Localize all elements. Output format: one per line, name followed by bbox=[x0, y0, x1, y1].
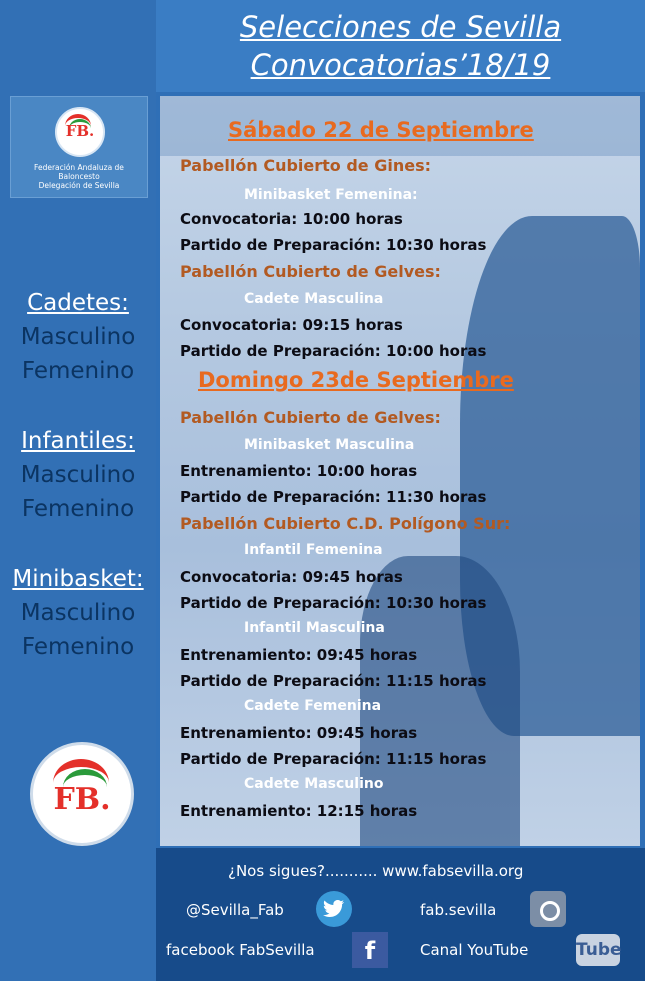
category-item: Femenino bbox=[21, 358, 135, 384]
schedule-line: Partido de Preparación: 10:30 horas bbox=[180, 236, 487, 254]
category-infantiles bbox=[0, 424, 156, 526]
page-title: Selecciones de Sevilla bbox=[239, 10, 562, 44]
category-cadetes bbox=[0, 286, 156, 388]
venue-name: Pabellón Cubierto C.D. Polígono Sur: bbox=[180, 514, 511, 533]
schedule-line: Entrenamiento: 09:45 horas bbox=[180, 724, 418, 742]
category-item: Masculino bbox=[20, 600, 136, 626]
team-name: Cadete Masculino bbox=[244, 776, 384, 792]
sidebar bbox=[0, 0, 156, 981]
category-item: Femenino bbox=[21, 496, 135, 522]
schedule-line: Partido de Preparación: 11:30 horas bbox=[180, 488, 487, 506]
page-subtitle: Convocatorias’18/19 bbox=[250, 48, 551, 82]
category-heading: Cadetes: bbox=[27, 290, 129, 316]
schedule-line: Convocatoria: 09:45 horas bbox=[180, 568, 403, 586]
federation-logo bbox=[10, 96, 148, 198]
category-heading: Infantiles: bbox=[21, 428, 135, 454]
schedule-line: Entrenamiento: 10:00 horas bbox=[180, 462, 418, 480]
logo-caption: Federación Andaluza de Baloncesto Delegación de Sevilla bbox=[34, 163, 124, 190]
team-name: Minibasket Masculina bbox=[244, 437, 415, 453]
category-heading: Minibasket: bbox=[12, 566, 144, 592]
facebook-icon[interactable]: f bbox=[352, 932, 388, 968]
instagram-icon[interactable] bbox=[530, 891, 566, 927]
category-item: Femenino bbox=[21, 634, 135, 660]
category-item: Masculino bbox=[20, 324, 136, 350]
fab-logo-icon: FB. bbox=[55, 107, 105, 157]
schedule-line: Partido de Preparación: 11:15 horas bbox=[180, 750, 487, 768]
category-minibasket bbox=[0, 562, 156, 664]
schedule-line: Partido de Preparación: 10:30 horas bbox=[180, 594, 487, 612]
schedule-line: Entrenamiento: 09:45 horas bbox=[180, 646, 418, 664]
title-bar bbox=[156, 0, 645, 92]
venue-name: Pabellón Cubierto de Gelves: bbox=[180, 262, 441, 281]
schedule-line: Partido de Preparación: 10:00 horas bbox=[180, 342, 487, 360]
schedule-panel bbox=[160, 96, 640, 846]
twitter-handle[interactable]: @Sevilla_Fab bbox=[186, 901, 284, 919]
schedule-line: Convocatoria: 09:15 horas bbox=[180, 316, 403, 334]
venue-name: Pabellón Cubierto de Gelves: bbox=[180, 408, 441, 427]
schedule-line: Entrenamiento: 12:15 horas bbox=[180, 802, 418, 820]
category-item: Masculino bbox=[20, 462, 136, 488]
date-heading: Domingo 23de Septiembre bbox=[198, 368, 514, 392]
fab-logo-large-icon: FB. bbox=[30, 742, 134, 846]
team-name: Cadete Masculina bbox=[244, 291, 384, 307]
schedule-line: Convocatoria: 10:00 horas bbox=[180, 210, 403, 228]
venue-name: Pabellón Cubierto de Gines: bbox=[180, 156, 431, 175]
date-heading: Sábado 22 de Septiembre bbox=[228, 118, 534, 142]
social-footer bbox=[156, 848, 645, 981]
instagram-handle[interactable]: fab.sevilla bbox=[420, 901, 497, 919]
twitter-icon[interactable] bbox=[316, 891, 352, 927]
team-name: Infantil Femenina bbox=[244, 542, 383, 558]
youtube-channel[interactable]: Canal YouTube bbox=[420, 941, 529, 959]
team-name: Infantil Masculina bbox=[244, 620, 385, 636]
schedule-line: Partido de Preparación: 11:15 horas bbox=[180, 672, 487, 690]
facebook-handle[interactable]: facebook FabSevilla bbox=[166, 941, 315, 959]
youtube-icon[interactable]: Tube bbox=[576, 934, 620, 966]
website-link[interactable]: ¿Nos sigues?........... www.fabsevilla.org bbox=[228, 862, 524, 880]
team-name: Cadete Femenina bbox=[244, 698, 382, 714]
team-name: Minibasket Femenina: bbox=[244, 187, 418, 203]
